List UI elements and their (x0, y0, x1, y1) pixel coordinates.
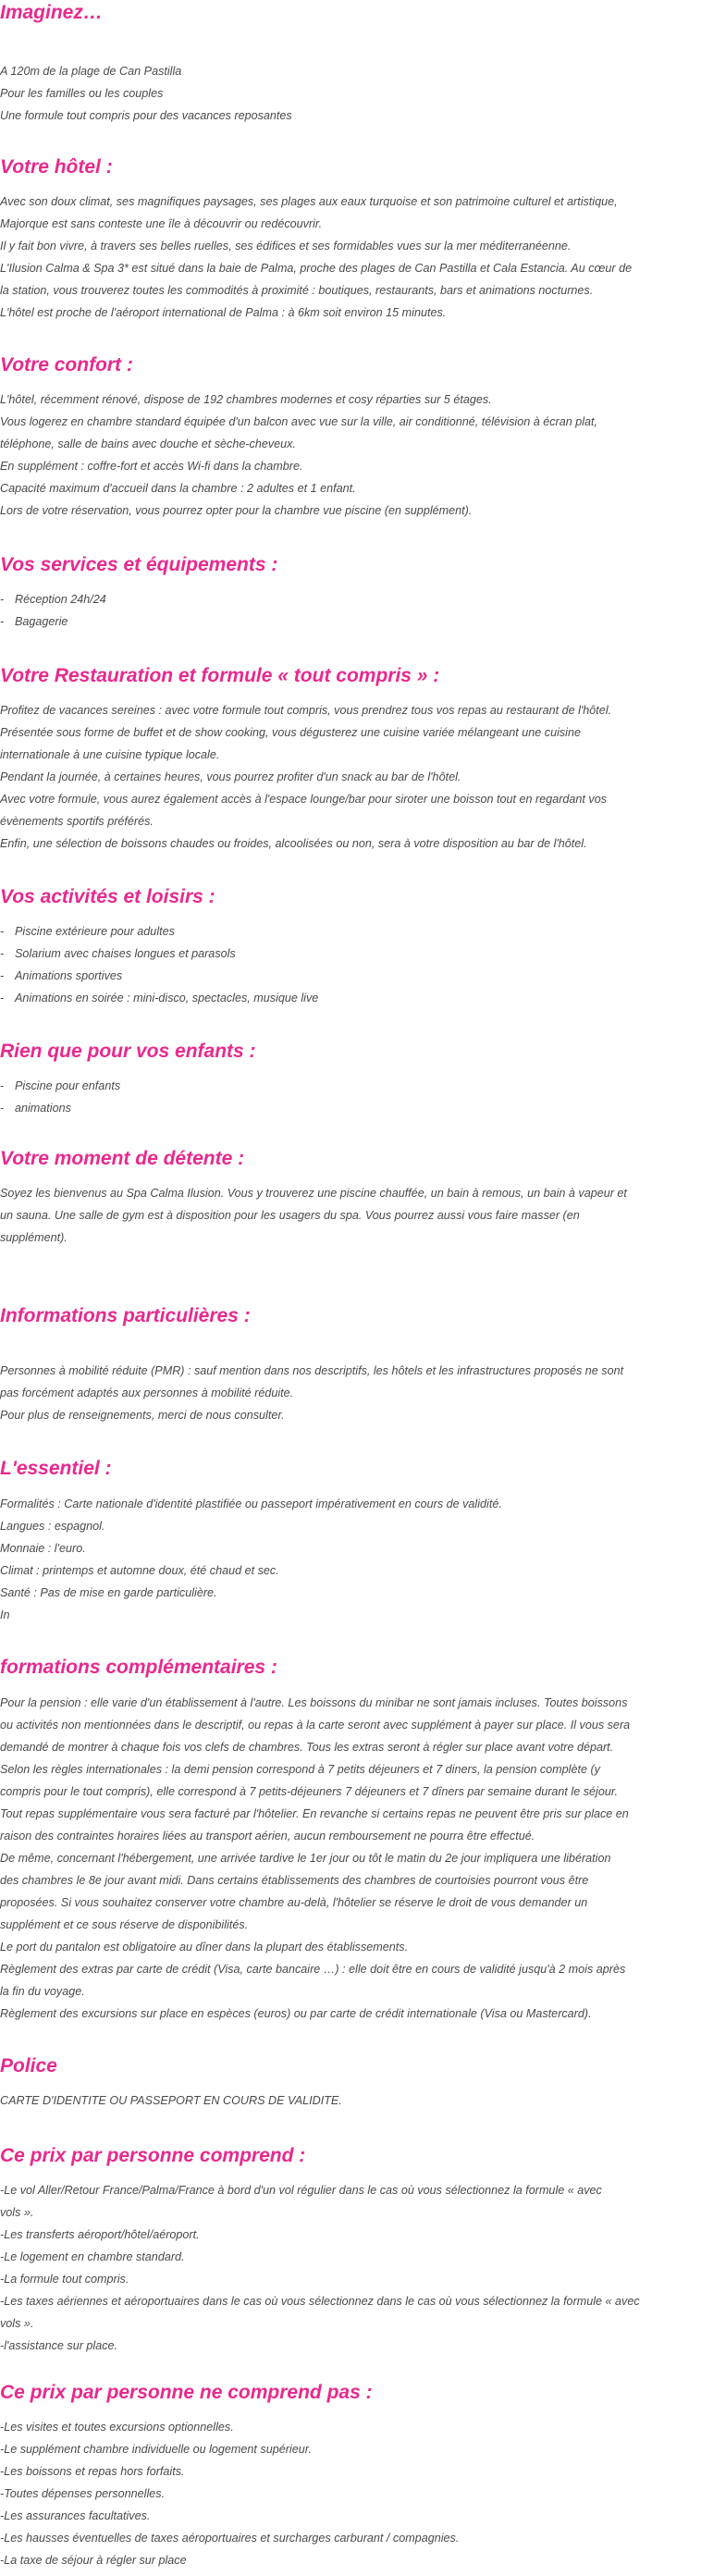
list-item-text: Bagagerie (15, 615, 68, 628)
text-line: la fin du voyage. (0, 1985, 85, 1998)
text-line: De même, concernant l'hébergement, une arrivée tardive le 1er jour ou tôt le matin du 2e jour impliquera une libération (0, 1852, 611, 1865)
text-line: -Les assurances facultatives. (0, 2509, 151, 2522)
text-line: demandé de montrer à chaque fois vos clefs de chambres. Tous les extras seront à régler sur place avant votre départ. (0, 1741, 614, 1754)
section-body-detente (0, 1182, 701, 1249)
text-line: -Les visites et toutes excursions optionnelles. (0, 2421, 234, 2434)
section-body-imaginez (0, 60, 701, 127)
section-title-imaginez: Imaginez… (0, 2, 103, 23)
text-line: Pendant la journée, à certaines heures, vous pourrez profiter d'un snack au bar de l'hôtel. (0, 770, 461, 783)
text-line: la station, vous trouverez toutes les commodités à proximité : boutiques, restaurants, bars et animations nocturnes. (0, 284, 594, 297)
list-item-text: Piscine pour enfants (15, 1079, 121, 1092)
text-line: Formalités : Carte nationale d'identité plastifiée ou passeport impérativement en cours de validité. (0, 1498, 502, 1510)
text-line: Soyez les bienvenus au Spa Calma Ilusion. Vous y trouverez une piscine chauffée, un bain à remous, un bain à vapeur et (0, 1187, 627, 1200)
section-body-police (0, 2089, 701, 2112)
text-line: -Les taxes aériennes et aéroportuaires dans le cas où vous sélectionnez dans le cas où vous sélectionnez la formule « avec (0, 2295, 640, 2308)
section-title-restauration: Votre Restauration et formule « tout compris » : (0, 665, 440, 686)
text-line: Tout repas supplémentaire vous sera facturé par l'hôtelier. En revanche si certains repas ne peuvent être pris sur place en (0, 1807, 629, 1820)
text-line: Santé : Pas de mise en garde particulière. (0, 1586, 217, 1599)
text-line: pas forcément adaptés aux personnes à mobilité réduite. (0, 1387, 294, 1399)
text-line: Monnaie : l'euro. (0, 1542, 86, 1555)
section-title-enfants: Rien que pour vos enfants : (0, 1041, 256, 1062)
list-item: - Solarium avec chaises longues et parasols (0, 947, 236, 960)
list-item: - Piscine pour enfants (0, 1079, 121, 1092)
text-line: CARTE D'IDENTITE OU PASSEPORT EN COURS DE VALIDITE. (0, 2094, 342, 2107)
text-line: -Les hausses éventuelles de taxes aéroportuaires et surcharges carburant / compagnies. (0, 2532, 460, 2545)
section-title-activites: Vos activités et loisirs : (0, 886, 215, 907)
text-line: Avec votre formule, vous aurez également accès à l'espace lounge/bar pour siroter une boisson tout en regardant vos (0, 793, 608, 806)
text-line: -La taxe de séjour à régler sur place (0, 2554, 187, 2567)
section-body-hotel (0, 191, 701, 324)
text-line: -Le logement en chambre standard. (0, 2250, 185, 2263)
list-item: - Piscine extérieure pour adultes (0, 925, 175, 938)
section-list-enfants (0, 1075, 701, 1119)
text-line: -Les boissons et repas hors forfaits. (0, 2465, 185, 2478)
text-line: L'hôtel, récemment rénové, dispose de 192 chambres modernes et cosy réparties sur 5 étages. (0, 393, 492, 406)
list-item-text: Animations en soirée : mini-disco, spectacles, musique live (15, 992, 319, 1005)
text-line: évènements sportifs préférés. (0, 815, 154, 828)
section-title-confort: Votre confort : (0, 354, 133, 376)
text-line: supplément). (0, 1231, 68, 1244)
text-line: compris pour le tout compris), elle correspond à 7 petits-déjeuners 7 déjeuners et 7 dîners par semaine durant le séjour. (0, 1785, 619, 1798)
text-line: des chambres le 8e jour avant midi. Dans certains établissements des chambres de courtoisies pourront vous être (0, 1874, 589, 1887)
list-item-text: animations (15, 1102, 71, 1115)
text-line: Selon les règles internationales : la demi pension correspond à 7 petits déjeuners et 7 diners, la pension complète (y (0, 1763, 600, 1776)
text-line: internationale à une cuisine typique locale. (0, 748, 220, 761)
text-line: A 120m de la plage de Can Pastilla (0, 65, 182, 78)
text-line: -Le supplément chambre individuelle ou logement supérieur. (0, 2443, 312, 2456)
text-line: Profitez de vacances sereines : avec votre formule tout compris, vous prendrez tous vos repas au restaurant de l'hôtel. (0, 704, 612, 717)
section-title-police: Police (0, 2055, 57, 2077)
text-line: Avec son doux climat, ses magnifiques paysages, ses plages aux eaux turquoise et son patrimoine culturel et artistique, (0, 195, 618, 208)
text-line: un sauna. Une salle de gym est à disposition pour les usagers du spa. Vous pourrez aussi vous faire masser (en (0, 1209, 580, 1222)
section-title-detente: Votre moment de détente : (0, 1148, 245, 1169)
section-body-informations (0, 1360, 701, 1426)
text-line: Climat : printemps et automne doux, été chaud et sec. (0, 1564, 279, 1577)
section-title-essentiel: L'essentiel : (0, 1458, 112, 1479)
text-line: Règlement des excursions sur place en espèces (euros) ou par carte de crédit internationale (Visa ou Mastercard). (0, 2007, 592, 2020)
text-line: -Toutes dépenses personnelles. (0, 2487, 166, 2500)
text-line: Enfin, une sélection de boissons chaudes ou froides, alcoolisées ou non, sera à votre disposition au bar de l'hôtel. (0, 837, 587, 850)
list-item: - Animations sportives (0, 969, 123, 982)
section-title-comprend: Ce prix par personne comprend : (0, 2145, 306, 2166)
text-line: -Le vol Aller/Retour France/Palma/France à bord d'un vol régulier dans le cas où vous sélectionnez la formule « avec (0, 2184, 602, 2197)
text-line: téléphone, salle de bains avec douche et sèche-cheveux. (0, 438, 296, 450)
text-line: In (0, 1608, 10, 1621)
text-line: vols ». (0, 2317, 34, 2330)
section-body-ne-comprend-pas (0, 2416, 701, 2571)
section-list-services (0, 588, 701, 633)
list-item-text: Réception 24h/24 (15, 593, 106, 606)
text-line: Langues : espagnol. (0, 1520, 105, 1533)
text-line: Présentée sous forme de buffet et de show cooking, vous dégusterez une cuisine variée mélangeant une cuisine (0, 726, 581, 739)
section-body-restauration (0, 699, 701, 855)
text-line: raison des contraintes horaires liées au transport aérien, aucun remboursement ne pourra être effectué. (0, 1830, 535, 1843)
section-title-formations: formations complémentaires : (0, 1657, 277, 1678)
text-line: -Les transferts aéroport/hôtel/aéroport. (0, 2228, 200, 2241)
text-line: Capacité maximum d'accueil dans la chambre : 2 adultes et 1 enfant. (0, 482, 356, 495)
text-line: -La formule tout compris. (0, 2273, 129, 2286)
section-body-comprend (0, 2179, 701, 2357)
text-line: ou activités non mentionnées dans le descriptif, ou repas à la carte seront avec supplément à payer sur place. Il vous sera (0, 1719, 631, 1732)
section-list-activites (0, 920, 701, 1009)
text-line: proposées. Si vous souhaitez conserver votre chambre au-delà, l'hôtelier se réserve le droit de vous demander un (0, 1896, 588, 1909)
section-title-services: Vos services et équipements : (0, 554, 278, 575)
text-line: -l'assistance sur place. (0, 2339, 117, 2352)
list-item: - Bagagerie (0, 615, 68, 628)
section-body-confort (0, 388, 701, 522)
list-item: - Réception 24h/24 (0, 593, 106, 606)
list-item-text: Animations sportives (15, 969, 123, 982)
text-line: L'Ilusion Calma & Spa 3* est situé dans la baie de Palma, proche des plages de Can Pastilla et Cala Estancia. Au cœur de (0, 262, 633, 275)
list-item: - Animations en soirée : mini-disco, spectacles, musique live (0, 992, 319, 1005)
text-line: En supplément : coffre-fort et accès Wi-fi dans la chambre. (0, 460, 303, 473)
list-item: - animations (0, 1102, 71, 1115)
text-line: L'hôtel est proche de l'aéroport international de Palma : à 6km soit environ 15 minutes. (0, 306, 447, 319)
text-line: Il y fait bon vivre, à travers ses belles ruelles, ses édifices et ses formidables vues sur la mer méditerranéenne. (0, 240, 572, 253)
text-line: Règlement des extras par carte de crédit (Visa, carte bancaire …) : elle doit être en cours de validité jusqu'à 2 mois après (0, 1963, 626, 1976)
section-title-ne-comprend-pas: Ce prix par personne ne comprend pas : (0, 2382, 373, 2403)
text-line: supplément et ce sous réserve de disponibilités. (0, 1918, 249, 1931)
text-line: Pour la pension : elle varie d'un établissement à l'autre. Les boissons du minibar ne sont jamais incluses. Toutes boissons (0, 1696, 628, 1709)
text-line: Personnes à mobilité réduite (PMR) : sauf mention dans nos descriptifs, les hôtels et les infrastructures proposés ne sont (0, 1364, 624, 1377)
text-line: Pour plus de renseignements, merci de nous consulter. (0, 1409, 285, 1422)
section-body-formations (0, 1692, 701, 2025)
text-line: Le port du pantalon est obligatoire au dîner dans la plupart des établissements. (0, 1941, 409, 1954)
text-line: Vous logerez en chambre standard équipée d'un balcon avec vue sur la ville, air conditionné, télévision à écran plat, (0, 415, 598, 428)
list-item-text: Piscine extérieure pour adultes (15, 925, 175, 938)
section-title-hotel: Votre hôtel : (0, 156, 113, 178)
section-title-informations: Informations particulières : (0, 1305, 251, 1326)
text-line: Une formule tout compris pour des vacances reposantes (0, 109, 292, 122)
section-body-essentiel (0, 1493, 701, 1626)
text-line: Lors de votre réservation, vous pourrez opter pour la chambre vue piscine (en supplément). (0, 504, 473, 517)
text-line: vols ». (0, 2206, 34, 2219)
text-line: Majorque est sans conteste une île à découvrir ou redécouvrir. (0, 217, 323, 230)
text-line: Pour les familles ou les couples (0, 87, 164, 100)
list-item-text: Solarium avec chaises longues et parasols (15, 947, 236, 960)
